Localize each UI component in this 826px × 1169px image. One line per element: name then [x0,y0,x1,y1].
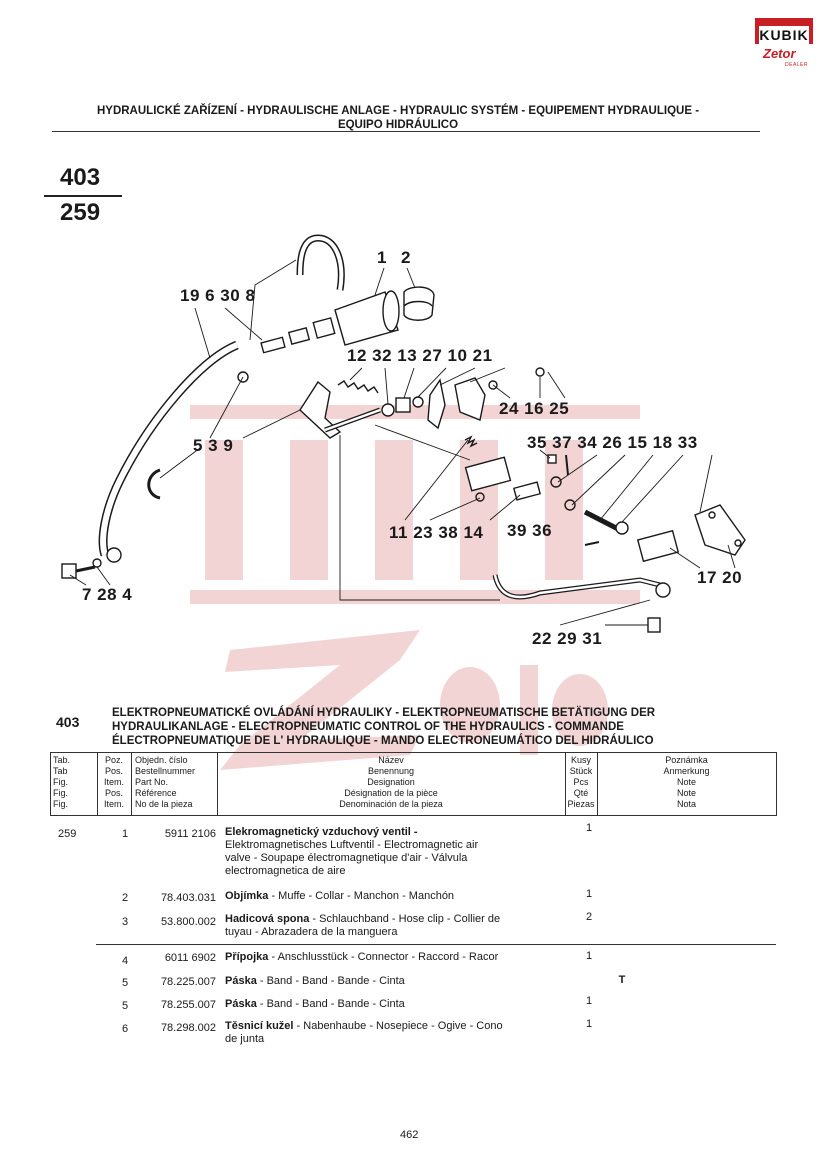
fitting-nut [313,318,335,338]
header-note-es: Nota [676,799,696,809]
parts-table-header [50,752,777,816]
row-1-name-line-3: electromagnetica de aire [225,865,346,877]
header-name-cs: Název [378,755,404,765]
row-1-name-main: Elekromagnetický vzduchový ventil - [225,826,418,838]
row-5-name [225,975,555,988]
connector-4 [107,548,121,562]
row-5-pos: 5 [121,977,129,989]
row-1-tab: 259 [58,828,77,840]
header-note-cs: Poznámka [665,755,708,765]
leader-18 [622,455,683,522]
callout-5-3-9: 5 3 9 [193,436,234,455]
header-qty-es: Piezas [567,799,595,809]
leader-8 [250,260,296,340]
row-1-name-line-2: valve - Soupape électromagnetique d'air - Válvula [225,852,468,864]
bolt-7-shaft [76,567,95,571]
leader-33 [700,455,712,512]
ring-26 [565,500,575,510]
row-4-name-rest: - Anschlusstück - Connector - Raccord - Racor [268,951,499,963]
callout-35-37-34-26-15-18-33: 35 37 34 26 15 18 33 [527,433,698,452]
row-6-pos: 5 [121,1000,129,1012]
row-7-pos: 6 [121,1023,129,1035]
bolt-15 [585,512,620,530]
header-pos-de: Pos. [104,766,123,776]
header-tab-cs: Tab. [53,755,71,765]
leader-21 [470,368,505,382]
bracket-10 [428,380,445,428]
leader-29 [560,600,650,625]
page-number: 462 [400,1129,419,1141]
row-1-part: 5911 2106 [164,828,216,840]
row-7-name [225,1020,555,1046]
logo-sub: Zetor [763,46,796,61]
row-4-qty: 1 [585,950,593,962]
header-qty-en: Pcs [573,777,589,787]
row-6-qty: 1 [585,995,593,1007]
header-note [597,755,776,810]
nut-34 [551,477,561,487]
header-tab-de: Tab [53,766,68,776]
row-3-name [225,913,555,939]
header-name [217,755,565,810]
solenoid-11 [466,457,511,491]
header-name-de: Benennung [367,766,415,776]
leader-23 [430,498,480,520]
header-pos-en: Item. [103,777,124,787]
header-name-fr: Désignation de la pièce [344,788,438,798]
callout-11-23-38-14: 11 23 38 14 [389,523,484,542]
sleeve-18 [616,522,628,534]
leader-11 [405,440,468,520]
callout-24-16-25: 24 16 25 [499,399,570,418]
row-5-name-main: Páska [225,975,257,987]
row-2-qty: 1 [585,888,593,900]
pipe-22-outer [495,575,660,597]
screw-38 [476,493,484,501]
row-2-name-main: Objímka [225,890,269,902]
header-name-es: Denominación de la pieza [339,799,443,809]
leader-28 [97,567,110,585]
header-part [135,755,215,810]
header-part-de: Bestellnummer [135,766,196,776]
row-1-name-line-1: Elektromagnetisches Luftventil - Electromagnetic air [225,839,479,851]
logo-tag: DEALER [785,62,809,68]
callout-22-29-31: 22 29 31 [532,629,603,648]
cylinder-17 [638,531,678,562]
callout-2: 2 [401,248,411,267]
row-5-note: T [618,974,626,986]
callout-1: 1 [377,248,387,267]
section-id: 403 [56,714,80,730]
leader-2 [407,268,415,288]
logo-brand: KUBIK [759,27,809,43]
washer-28 [93,559,101,567]
leader-7 [70,575,86,585]
bolt-7 [62,564,76,578]
leader-14 [490,495,520,520]
bent-pipe-inner [300,238,341,290]
push-rod-inner [325,410,380,430]
row-2-pos: 2 [121,892,129,904]
callout-17-20: 17 20 [697,568,743,587]
row-2-name-rest: - Muffe - Collar - Manchon - Manchón [268,890,455,902]
row-5-name-rest: - Band - Band - Bande - Cinta [256,975,405,987]
leader-15 [600,455,653,520]
col-divider-part [131,753,132,815]
header-note-de: Anmerkung [663,766,710,776]
nut-35 [548,455,556,463]
section-title-line-2: HYDRAULIKANLAGE - ELECTROPNEUMATIC CONTROL OF THE HYDRAULICS - COMMANDE [112,721,624,733]
header-tab-fr: Fig. [53,788,69,798]
leader-3 [210,377,243,438]
section-title [112,706,752,748]
row-6-part: 78.255.007 [160,999,216,1011]
leader-12 [350,368,362,380]
leader-9 [243,410,300,438]
nut-13 [396,398,410,412]
leader-13 [404,368,414,398]
mount-plate-33 [695,505,745,555]
washer-27 [413,397,423,407]
header-qty [565,755,597,810]
row-7-name-main: Těsnicí kužel [225,1020,294,1032]
header-pos [99,755,129,810]
leader-1 [375,268,384,295]
row-7-qty: 1 [585,1018,593,1030]
header-qty-fr: Qté [573,788,589,798]
leader-17 [670,548,700,568]
row-4-name-main: Přípojka [225,951,269,963]
leader-32 [385,368,388,404]
bolt-31 [648,618,660,632]
row-3-name-rest: - Schlauchband - Hose clip - Collier de [309,913,501,925]
section-title-line-3: ÉLECTROPNEUMATIQUE DE L' HYDRAULIQUE - MANDO ELECTRONEUMÁTICO DEL HIDRÁULICO [112,735,654,747]
leader-34 [558,455,597,482]
header-qty-de: Stück [569,766,593,776]
lever-bracket [300,382,340,438]
header-part-en: Part No. [135,777,169,787]
fitting-adapter [261,337,285,352]
leader-25 [548,372,565,398]
bracket-21 [455,378,485,420]
leader-pipe-route [340,435,500,600]
clip-5 [149,470,160,498]
header-tab-es: Fig. [53,799,69,809]
header-pos-fr: Pos. [104,788,123,798]
row-4-pos: 4 [121,955,129,967]
header-line-1: HYDRAULICKÉ ZAŘÍZENÍ - HYDRAULISCHE ANLAGE - HYDRAULIC SYSTÉM - EQUIPEMENT HYDRAULIQUE - [96,105,700,117]
banjo-29 [656,583,670,597]
header-pos-es: Item. [103,799,124,809]
header-tab-en: Fig. [53,777,69,787]
row-3-pos: 3 [121,916,129,928]
header-name-en: Designation [367,777,415,787]
row-6-name [225,998,555,1011]
header-part-fr: Référence [135,788,177,798]
leader-24 [493,385,510,398]
callout-12-32-13-27-10-21: 12 32 13 27 10 21 [347,346,493,365]
row-4-part: 6011 6902 [164,952,216,964]
row-7-name-rest: - Nabenhaube - Nosepiece - Ogive - Cono [293,1020,503,1032]
row-3-name-main: Hadicová spona [225,913,310,925]
row-3-name-line-1: tuyau - Abrazadera de la manguera [225,926,398,938]
header-part-es: No de la pieza [135,799,193,809]
header-pos-cs: Poz. [104,755,123,765]
row-6-name-main: Páska [225,998,257,1010]
header-qty-cs: Kusy [570,755,591,765]
fitting-connector [289,328,309,344]
col-divider-pos [97,753,98,815]
callout-39-36: 39 36 [507,521,553,540]
valve-end [383,291,399,331]
callout-7-28-4: 7 28 4 [82,585,133,604]
header-part-cs: Objedn. číslo [135,755,188,765]
row-2-name [225,890,555,903]
header-line-2: EQUIPO HIDRÁULICO [337,119,459,131]
header-note-fr: Note [676,788,696,798]
screw-36 [585,542,599,545]
tab-number: 403 [60,164,101,191]
header-note-en: Note [676,777,696,787]
figure-number: 259 [60,199,101,226]
callout-19-6-30-8: 19 6 30 8 [180,286,256,305]
row-6-name-rest: - Band - Band - Bande - Cinta [256,998,405,1010]
leader-30 [225,308,262,340]
section-title-line-1: ELEKTROPNEUMATICKÉ OVLÁDÁNÍ HYDRAULIKY - ELEKTROPNEUMATISCHE BETÄTIGUNG DER [112,707,656,719]
row-7-name-line-1: de junta [225,1033,265,1045]
row-3-qty: 2 [585,911,593,923]
row-7-part: 78.298.002 [160,1022,216,1034]
row-2-part: 78.403.031 [160,892,216,904]
pin-37 [566,455,568,475]
row-3-part: 53.800.002 [160,916,216,928]
header-tab [53,755,83,810]
washer-16 [536,368,544,376]
row-5-part: 78.225.007 [160,976,216,988]
leader-26 [572,455,625,505]
row-1-name [225,826,555,878]
row-4-name [225,951,555,964]
leader-to-solenoid [375,425,470,460]
group-separator [96,944,776,945]
leader-19 [195,308,210,358]
spring [338,381,378,393]
row-1-qty: 1 [585,822,593,834]
row-1-pos: 1 [121,828,129,840]
ring-32 [382,404,394,416]
